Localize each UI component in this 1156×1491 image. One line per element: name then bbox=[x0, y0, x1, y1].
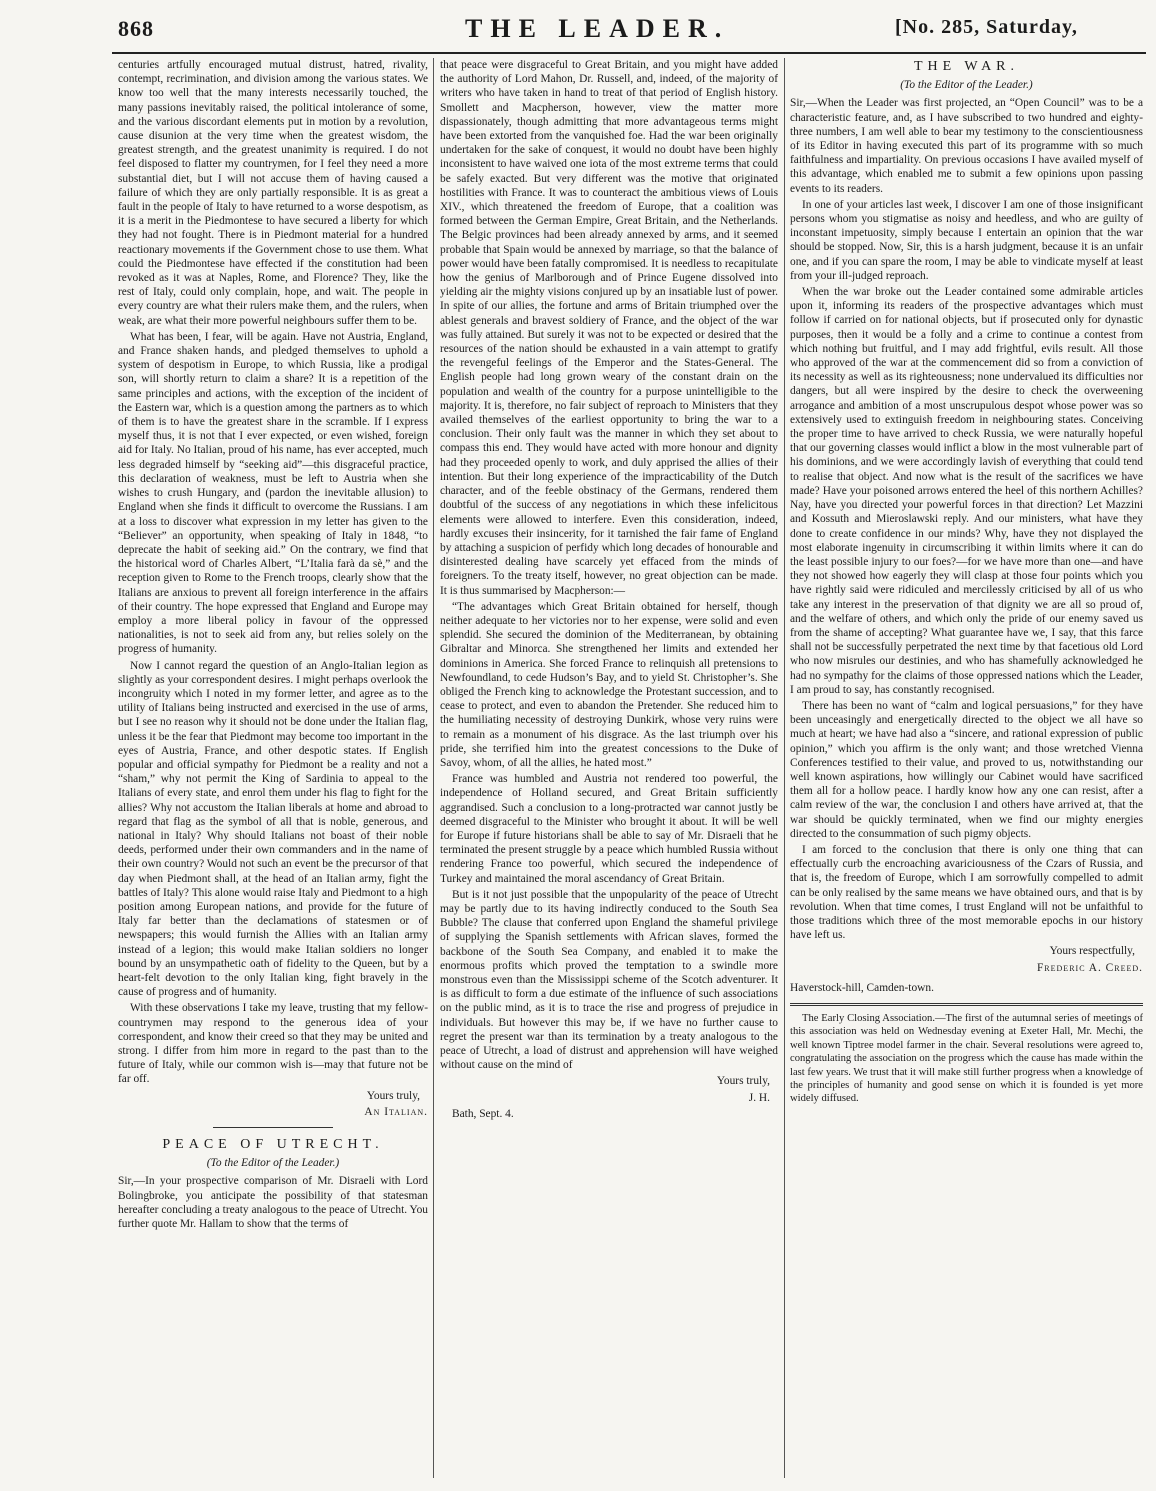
article-subtitle: (To the Editor of the Leader.) bbox=[900, 79, 1033, 92]
page-header bbox=[0, 12, 1156, 48]
letter-signature: An Italian. bbox=[364, 1105, 428, 1118]
block-quote: “The advantages which Great Britain obtained for herself, though neither adequate to her victories nor to her expense, were solid and even splendid. She secured the dominion of the Mediterranean, by obtaining Gibraltar and Minorca. She strengthened her limits and extended her dominions in America. She forced France to relinquish all pretensions to Newfoundland, to cede Hudson’s Bay, and to yield St. Christopher’s. She obliged the French king to acknowledge the Protestant succession, and to cease to protect, and even to abandon the Pretender. She reduced him to the humiliating necessity of destroying Dunkirk, whose very ruins were to remain as a monument of his disgrace. As the last triumph over his pride, she terrified him into the greatest concessions to the Duke of Savoy, whom, of all the allies, he hated most.” bbox=[440, 600, 778, 769]
column-2 bbox=[440, 58, 778, 1478]
news-notice: The Early Closing Association.—The first of the autumnal series of meetings of this association was held on Wednesday evening at Exeter Hall, Mr. Mechi, the well known Tiptree model farmer in the chair. Several resolutions were agreed to, congratulating the association on the progress which the cause has made within the last few years. We trust that it will make still further progress when a knowledge of the principles of humanity and good sense on which it is founded is yet more widely diffused. bbox=[790, 1013, 1143, 1105]
letter-paragraph: Now I cannot regard the question of an Anglo-Italian legion as slightly as your correspondent desires. I might perhaps overlook the incongruity which I noted in my former letter, and agree as to the utility of Italians being instructed and exercised in the use of arms, but I see no reason why it should not be done under the Italian flag, unless it be the fear that Piedmont may become too important in the eyes of Austria, France, and other despotic states. If English popular and official sympathy for Piedmont be a reality and not a “sham,” why not permit the King of Sardinia to appeal to the Italians of every state, and enrol them under his flag to fight for the allies? Why not accustom the Italian liberals at home and abroad to regard that flag as the symbol of all that is noble, generous, and national in Italy? Why should Italians not boast of their noble deeds, performed under their own commanders and in the name of their own country? Would not such an event be the precursor of that day when Piedmont shall, at the head of an Italian army, fight the battles of Italy? This alone would raise Italy and Piedmont to a high position among European nations, and provide for the future of Italy far better than the declamations of statesmen or of newspapers; this would furnish the Allies with an Italian army instead of a legion; this would make Italian soldiers no longer bound by an unsympathetic oath of fidelity to the Queen, but by a heart-felt devotion to the only Italian king, fight bravely in the cause of progress and of humanity. bbox=[118, 659, 428, 999]
letter-place: Haverstock-hill, Camden-town. bbox=[790, 981, 934, 994]
header-rule bbox=[112, 52, 1146, 54]
letter-paragraph: France was humbled and Austria not rendered too powerful, the independence of Holland secured, and Great Britain sufficiently aggrandised. Such a conclusion to a long-protracted war cannot justly be deemed disgraceful to the Minister who brought it about. It will be well for Europe if future historians shall be able to say of Mr. Disraeli that he terminated the present struggle by a peace which humbled Russia without rendering France too powerful, which secured the independence of Turkey and maintained the moral ascendancy of Great Britain. bbox=[440, 773, 778, 885]
letter-paragraph: Sir,—In your prospective comparison of Mr. Disraeli with Lord Bolingbroke, you anticipate the possibility of that statesman hereafter concluding a treaty analogous to the peace of Utrecht. You further quote Mr. Hallam to show that the terms of bbox=[118, 1175, 428, 1231]
dateline: Bath, Sept. 4. bbox=[452, 1107, 514, 1120]
article-title: PEACE OF UTRECHT. bbox=[162, 1137, 384, 1153]
letter-paragraph: centuries artfully encouraged mutual distrust, hatred, rivality, contempt, recrimination, and division among the various states. We know too well that the many interests necessarily touched, the many passions inevitably raised, the political intolerance of some, and the various discordant elements put in motion by a revolution, cause disunion at the very time when the greatest wisdom, the greatest strength, and the greatest unanimity is required. I do not feel disposed to flatter my countrymen, for I feel they need a more substantial diet, but I will not accuse them of having caused a failure of which they are only partially responsible. It is as great a fault in the people of Italy to have returned to a worse despotism, as it is a merit in the Piedmontese to have secured a liberty for which they had not fought. There is in Piedmont material for a hundred reactionary movements if the Government chose to use them. What could the Piedmontese have effected if the constitution had been revoked as it was at Naples, Rome, and Florence? They, like the rest of Italy, could only complain, hope, and wait. The people in every country are what their rulers make them, and the rulers, when weak, are what their more powerful neighbours suffer them to be. bbox=[118, 59, 428, 327]
letter-closing: Yours truly, bbox=[366, 1089, 420, 1102]
letter-paragraph: In one of your articles last week, I discover I am one of those insignificant persons whom you stigmatise as noisy and heedless, and who are guilty of inconstant impetuosity, simply because I entertain an opinion that the war should be stopped. Now, Sir, this is a harsh judgment, because it is an unfair one, and if you can spare the room, I may be able to vindicate myself at least from your ill-judged reproach. bbox=[790, 198, 1143, 282]
section-rule bbox=[213, 1127, 333, 1128]
masthead-title: THE LEADER. bbox=[465, 14, 730, 43]
column-3 bbox=[790, 58, 1143, 1478]
letter-signature: Frederic A. Creed. bbox=[1036, 961, 1143, 974]
page-number: 868 bbox=[118, 16, 154, 41]
letter-paragraph: When the war broke out the Leader contained some admirable articles upon it, informing its readers of the prospective advantages which must follow if carried on for national objects, but if prosecuted only for dynastic purposes, then it would be a folly and a crime to continue a contest from which nothing but fruitful, and I may add frightful, evils result. All those who approved of the war at the commencement did so from a conviction of its necessity as well as its righteousness; none undervalued its difficulties nor dangers, but all were inspired by the desire to check the overweening arrogance and ambition of a most unscrupulous despot whose power was so extensively used to extinguish freedom in neighbouring states. Conceiving the proper time to have arrived to check Russia, we were naturally hopeful that our governing classes would inflict a blow in the most vulnerable part of his dominions, and we were accordingly lavish of everything that could tend to realise that object. And now what is the result of the sacrifices we have made? Have your poisoned arrows entered the heel of this northern Achilles? Nay, have you directed your powerful forces in that direction? Let Mazzini and Kossuth and Mieroslawski reply. And our ministers, what have they done to create confidence in our minds? Why, have they not displayed the most elaborate ingenuity in circumscribing it within limits where it can do the least possible injury to our foes?—for we have more than one—and have they not showed how eagerly they will clasp at those four points which you have rightly said were ridiculed and mercilessly criticised by all of us who take any interest in the preservation of that dignity we are all so proud of, and the welfare of others, and which only the pride of our enemy saved us from the shame of accepting? What guarantee have we, I say, that this farce shall not be successfully perpetrated the next time by that facetious old Lord who now misrules our destinies, and who has shamefully acknowledged he had no sympathy for the claims of those oppressed nations which the Leader, I am proud to say, has constantly recognised. bbox=[790, 286, 1143, 696]
letter-paragraph: What has been, I fear, will be again. Have not Austria, England, and France shaken hands, and pledged themselves to uphold a system of despotism in Europe, to which Russia, like a prodigal son, will shortly return to claim a share? It is a repetition of the same principles and actions, with the exception of the incident of the Eastern war, which is a question among the partners as to which of them is to have the greatest share in the scramble. If I express myself thus, it is not that I ever expected, or even wished, foreign aid for Italy. No Italian, proud of his name, has ever accepted, much less degraded himself by “seeking aid”—this disgraceful practice, this declaration of weakness, must be left to Austria when she wishes to crush Hungary, and (pardon the inevitable allusion) to England when she finds it difficult to overcome the Russians. I am at a loss to discover what expression in my letter has given to the “Believer” an opportunity, when speaking of Italy in 1848, “to deprecate the habit of seeking aid.” On the contrary, we find that the historical word of Charles Albert, “L’Italia farà da sè,” and the reception given to Rome to the French troops, clearly show that the Italians are anxious to prevent all foreign interference in the affairs of their country. The hope expressed that England and Europe may employ a more liberal policy in favour of the oppressed nationalities, is not to seek aid from any, but relies solely on the progress of humanity. bbox=[118, 330, 428, 656]
letter-closing: Yours respectfully, bbox=[1049, 945, 1135, 958]
letter-signature: J. H. bbox=[748, 1091, 770, 1104]
issue-info: [No. 285, Saturday, bbox=[895, 16, 1078, 38]
section-rule bbox=[790, 1003, 1143, 1006]
letter-paragraph: I am forced to the conclusion that there is only one thing that can effectually curb the encroaching avariciousness of the Czars of Russia, and that is, the freedom of Europe, which I am sorrowfully compelled to admit can be only realised by the same means we have obtained ours, and that is by revolution. When that time comes, I trust England will not be unfaithful to those traditions which three of the most memorable epochs in our history have left us. bbox=[790, 843, 1143, 942]
column-1 bbox=[118, 58, 428, 1478]
column-divider bbox=[433, 58, 434, 1478]
article-title: THE WAR. bbox=[913, 59, 1020, 74]
letter-paragraph: that peace were disgraceful to Great Britain, and you might have added the authority of Lord Mahon, Dr. Russell, and, indeed, of the majority of writers who have taken in hand to treat of that period of English history. Smollett and Macpherson, however, view the matter more dispassionately, though admitting that more advantageous terms might have been extorted from the vanquished foe. Had the war been originally undertaken for the sake of conquest, it would no doubt have been highly inconsistent to have waived one iota of the most extreme terms that could be safely exacted. But very different was the motive that originated hostilities with France. It was to counteract the ambitious views of Louis XIV., which threatened the freedom of Europe, that a coalition was formed between the German Empire, Great Britain, and the Netherlands. The Belgic provinces had been already annexed by arms, and it seemed probable that Spain would be annexed by marriage, so that the balance of power would have been fatally compromised. It is needless to recapitulate how the genius of Marlborough and of Prince Eugene dissolved into yielding air the mighty visions conjured up by an insatiable lust of power. In spite of our allies, the fortune and arms of Britain triumphed over the ablest generals and bravest soldiery of France, and the object of the war was fully attained. But surely it was not to be expected or desired that the resources of the nation should be exhausted in a vain attempt to gratify the revengeful feelings of the Emperor and the States-General. The English people had long grown weary of the constant drain on the population and wealth of the country for a purpose unintelligible to the majority. It is, therefore, no fair subject of reproach to Ministers that they availed themselves of the earliest opportunity to bring the war to a conclusion. Their only fault was the manner in which they set about to compass this end. They would have acted with more honour and dignity had they proceeded openly to work, and duly apprised the allies of their intention. But their long experience of the impracticability of the Dutch character, and of the feeble obstinacy of the Germans, rendered them doubtful of the success of any negotiations in which these infelicitous elements were allowed to interfere. Even this consideration, indeed, hardly excuses their insincerity, for it tarnished the fair fame of England by attaching a suspicion of perfidy which long decades of honourable and disinterested dealing have scarcely yet effaced from the minds of foreigners. To the treaty itself, however, no great objection can be made. It is thus summarised by Macpherson:— bbox=[440, 59, 778, 597]
letter-paragraph: Sir,—When the Leader was first projected, an “Open Council” was to be a characteristic feature, and, as I have subscribed to two hundred and eighty-three numbers, I am well able to bear my testimony to the conscientiousness of its Editor in having executed this part of its programme with so much faithfulness and impartiality. On previous occasions I have availed myself of this advantage, which enabled me to submit a few opinions upon passing events to its readers. bbox=[790, 97, 1143, 195]
letter-paragraph: With these observations I take my leave, trusting that my fellow-countrymen may respond to the generous idea of your correspondent, and know their creed so that they may be united and strong. I differ from him more in regard to the past than to the future of Italy, while our common wish is—may that future not be far off. bbox=[118, 1002, 428, 1086]
column-divider bbox=[784, 58, 785, 1478]
letter-paragraph: But is it not just possible that the unpopularity of the peace of Utrecht may be partly due to its having indirectly conduced to the South Sea Bubble? The clause that conferred upon England the shameful privilege of supplying the Spanish settlements with African slaves, formed the backbone of the South Sea Company, and enabled it to make the enormous profits which proved the temptation to a swindle more monstrous even than the Mississippi scheme of the Scotch adventurer. It is as difficult to form a due estimate of the influence of such associations on the public mind, as it is to trace the rise and progress of prejudice in individuals. But however this may be, if we have no further cause to regret the present war than its termination by a treaty analogous to the peace of Utrecht, a load of distrust and apprehension will have weighed without cause on the mind of bbox=[440, 888, 778, 1072]
letter-paragraph: There has been no want of “calm and logical persuasions,” for they have been unceasingly and energetically directed to the object we all have so much at heart; we have had also a “sincere, and rational expression of public opinion,” which you affirm is the only want; and those wretched Vienna Conferences testified to their value, and proved to us, notwithstanding our well known aspirations, how willingly our Cabinet would have sacrificed them all for a hollow peace. I hardly know how any one can resist, after a calm review of the war, the conclusion I and others have arrived at, that the war should be quickly terminated, when we find our mighty energies directed to the consummation of such pigmy objects. bbox=[790, 699, 1143, 840]
letter-closing: Yours truly, bbox=[716, 1075, 770, 1088]
article-subtitle: (To the Editor of the Leader.) bbox=[206, 1157, 340, 1170]
